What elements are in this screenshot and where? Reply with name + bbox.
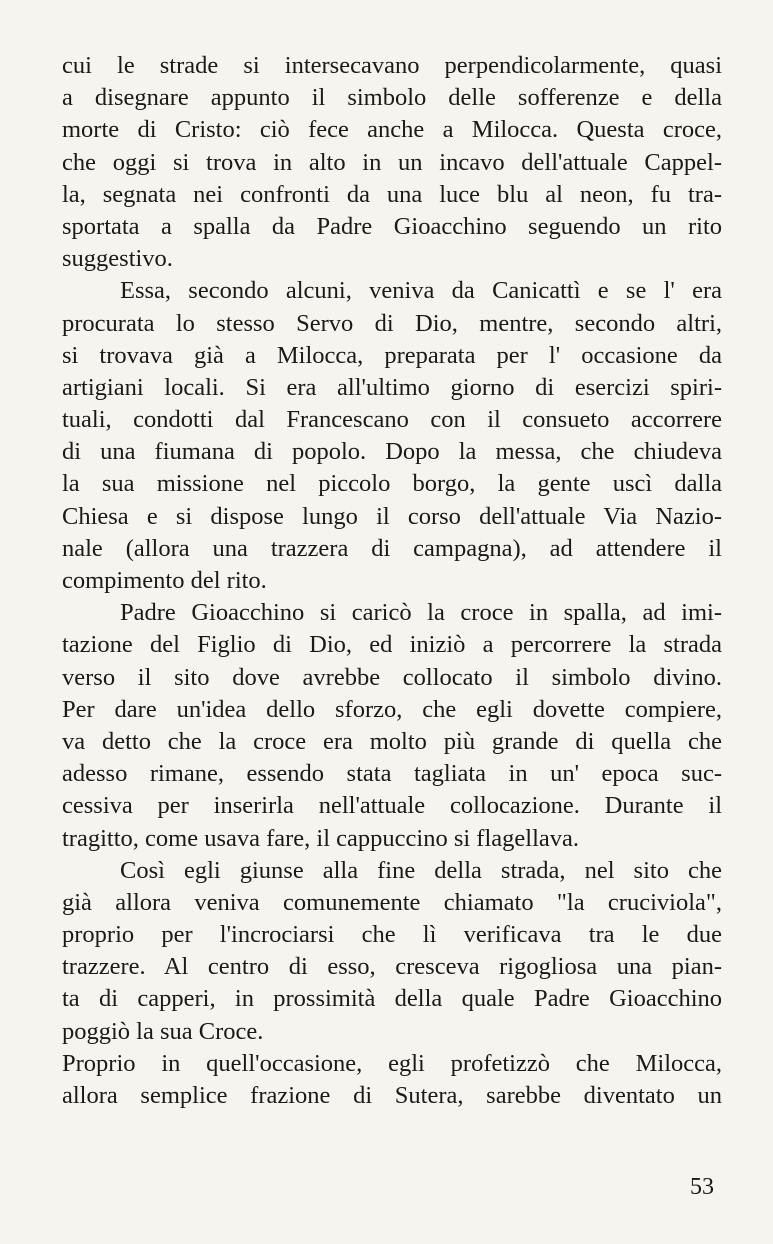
- text-line: tragitto, come usava fare, il cappuccino si flagellava.: [62, 824, 580, 852]
- text-line: si trovava già a Milocca, preparata per l' occasione da: [62, 341, 722, 369]
- text-line: procurata lo stesso Servo di Dio, mentre, secondo altri,: [62, 309, 722, 337]
- body-text: [62, 50, 722, 1112]
- text-line: cessiva per inserirla nell'attuale collocazione. Durante il: [62, 792, 722, 820]
- text-line: di una fiumana di popolo. Dopo la messa, che chiudeva: [62, 438, 722, 466]
- text-line: sportata a spalla da Padre Gioacchino seguendo un rito: [62, 212, 722, 240]
- text-line: trazzere. Al centro di esso, cresceva rigogliosa una pian-: [62, 953, 722, 981]
- text-line: Proprio in quell'occasione, egli profetizzò che Milocca,: [62, 1049, 722, 1077]
- page-number: 53: [690, 1174, 714, 1200]
- text-line: compimento del rito.: [62, 567, 267, 594]
- text-line: tazione del Figlio di Dio, ed iniziò a percorrere la strada: [62, 631, 722, 659]
- text-line: Essa, secondo alcuni, veniva da Canicattì e se l' era: [120, 277, 722, 305]
- text-line: morte di Cristo: ciò fece anche a Milocca. Questa croce,: [62, 116, 722, 144]
- text-line: va detto che la croce era molto più grande di quella che: [62, 727, 722, 755]
- text-line: verso il sito dove avrebbe collocato il simbolo divino.: [62, 663, 722, 691]
- text-line: tuali, condotti dal Francescano con il consueto accorrere: [62, 406, 722, 434]
- text-line: Padre Gioacchino si caricò la croce in spalla, ad imi-: [120, 599, 722, 627]
- text-line: già allora veniva comunemente chiamato "la cruciviola",: [62, 888, 722, 916]
- text-line: Così egli giunse alla fine della strada, nel sito che: [120, 856, 722, 884]
- text-line: allora semplice frazione di Sutera, sarebbe diventato un: [62, 1082, 722, 1109]
- text-line: la sua missione nel piccolo borgo, la gente uscì dalla: [62, 470, 722, 498]
- text-line: che oggi si trova in alto in un incavo dell'attuale Cappel-: [62, 148, 722, 176]
- text-line: poggiò la sua Croce.: [62, 1017, 264, 1045]
- text-line: la, segnata nei confronti da una luce blu al neon, fu tra-: [62, 180, 722, 208]
- text-line: artigiani locali. Si era all'ultimo giorno di esercizi spiri-: [62, 373, 722, 401]
- text-line: suggestivo.: [62, 245, 173, 273]
- text-line: a disegnare appunto il simbolo delle sofferenze e della: [62, 84, 722, 112]
- text-line: nale (allora una trazzera di campagna), ad attendere il: [62, 534, 722, 562]
- text-line: proprio per l'incrociarsi che lì verificava tra le due: [62, 921, 722, 949]
- text-line: Chiesa e si dispose lungo il corso dell'attuale Via Nazio-: [62, 502, 722, 530]
- text-line: Per dare un'idea dello sforzo, che egli dovette compiere,: [62, 695, 722, 723]
- text-line: ta di capperi, in prossimità della quale Padre Gioacchino: [62, 985, 722, 1013]
- text-line: cui le strade si intersecavano perpendicolarmente, quasi: [62, 52, 722, 79]
- text-line: adesso rimane, essendo stata tagliata in un' epoca suc-: [62, 760, 722, 788]
